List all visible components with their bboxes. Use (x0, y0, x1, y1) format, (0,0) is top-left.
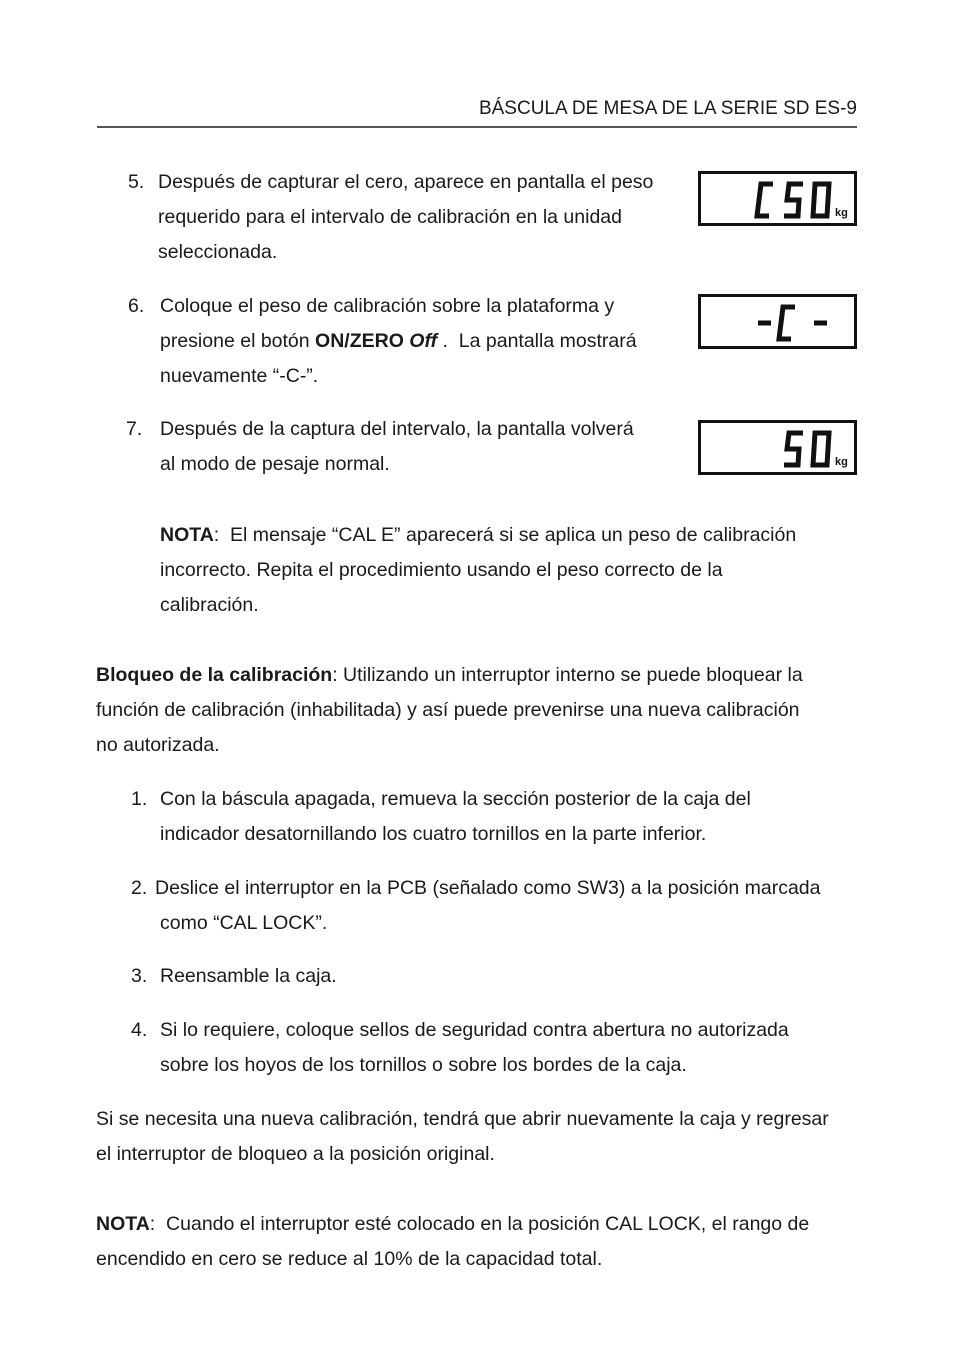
lcd-unit: kg (835, 207, 848, 219)
lcd-unit: kg (835, 456, 848, 468)
step-7-line-2: al modo de pesaje normal. (160, 453, 390, 475)
recal-paragraph-line-1: Si se necesita una nueva calibración, tendrá que abrir nuevamente la caja y regresar (96, 1108, 829, 1130)
step-6-line-2 (160, 324, 637, 359)
lock-paragraph-line-3: no autorizada. (96, 734, 220, 756)
step-6-line-2-pre: presione el botón (160, 330, 316, 352)
lock-step-2-line-1: Deslice el interruptor en la PCB (señalado como SW3) a la posición marcada (155, 877, 821, 899)
lock-step-3-number: 3. (131, 965, 148, 987)
lcd-display-dash-c-dash (698, 294, 857, 349)
lock-step-1-number: 1. (131, 788, 148, 810)
off-label: Off (409, 330, 438, 352)
lock-step-4-line-2: sobre los hoyos de los tornillos o sobre los bordes de la caja. (160, 1054, 687, 1076)
lock-step-1-line-2: indicador desatornillando los cuatro tornillos en la parte inferior. (160, 823, 707, 845)
step-7-number: 7. (126, 418, 143, 440)
lcd-display-c50 (698, 171, 857, 226)
nota-1-line-2: incorrecto. Repita el procedimiento usando el peso correcto de la (160, 559, 723, 581)
nota-1-label: NOTA (160, 524, 214, 546)
lock-step-1-line-1: Con la báscula apagada, remueva la sección posterior de la caja del (160, 788, 751, 810)
lcd-display-50 (698, 420, 857, 475)
lock-step-2-line-2: como “CAL LOCK”. (160, 912, 328, 934)
nota-1-line-3: calibración. (160, 594, 259, 616)
nota-2-line-2: encendido en cero se reduce al 10% de la capacidad total. (96, 1248, 603, 1270)
recal-paragraph-line-2: el interruptor de bloqueo a la posición original. (96, 1143, 495, 1165)
step-6-line-2-post: . La pantalla mostrará (437, 330, 637, 352)
lock-step-3-line-1: Reensamble la caja. (160, 965, 337, 987)
step-5-line-2: requerido para el intervalo de calibración en la unidad (158, 206, 622, 228)
lcd-digit-c (779, 307, 795, 339)
header-rule (97, 126, 857, 128)
lock-heading: Bloqueo de la calibración (96, 664, 333, 686)
step-7-line-1: Después de la captura del intervalo, la pantalla volverá (160, 418, 634, 440)
lock-step-4-line-1: Si lo requiere, coloque sellos de seguridad contra abertura no autorizada (160, 1019, 789, 1041)
step-6-number: 6. (128, 295, 145, 317)
nota-1-line-1: NOTA: El mensaje “CAL E” aparecerá si se aplica un peso de calibración (160, 524, 797, 546)
page-header: BÁSCULA DE MESA DE LA SERIE SD ES-9 (478, 98, 857, 119)
lcd-digit-0 (813, 184, 829, 216)
lcd-digit-5 (784, 184, 803, 216)
lock-step-2-number: 2. (131, 877, 148, 899)
step-5-line-3: seleccionada. (158, 241, 278, 263)
on-zero-button-label: ON/ZERO (315, 330, 410, 352)
lock-paragraph-line-1: Bloqueo de la calibración: Utilizando un interruptor interno se puede bloquear la (96, 664, 803, 686)
step-5-line-1: Después de capturar el cero, aparece en pantalla el peso (158, 171, 654, 193)
lock-paragraph-line-2: función de calibración (inhabilitada) y así puede prevenirse una nueva calibración (96, 699, 800, 721)
step-6-line-1: Coloque el peso de calibración sobre la plataforma y (160, 295, 615, 317)
lcd-digit-0 (813, 433, 829, 465)
lock-step-4-number: 4. (131, 1019, 148, 1041)
nota-2-line-1: NOTA: Cuando el interruptor esté colocado en la posición CAL LOCK, el rango de (96, 1213, 810, 1235)
lcd-digit-c (757, 184, 773, 216)
step-5-number: 5. (128, 171, 145, 193)
lcd-digit-5 (784, 433, 803, 465)
nota-2-label: NOTA (96, 1213, 150, 1235)
step-6-line-3: nuevamente “-C-”. (160, 365, 319, 387)
